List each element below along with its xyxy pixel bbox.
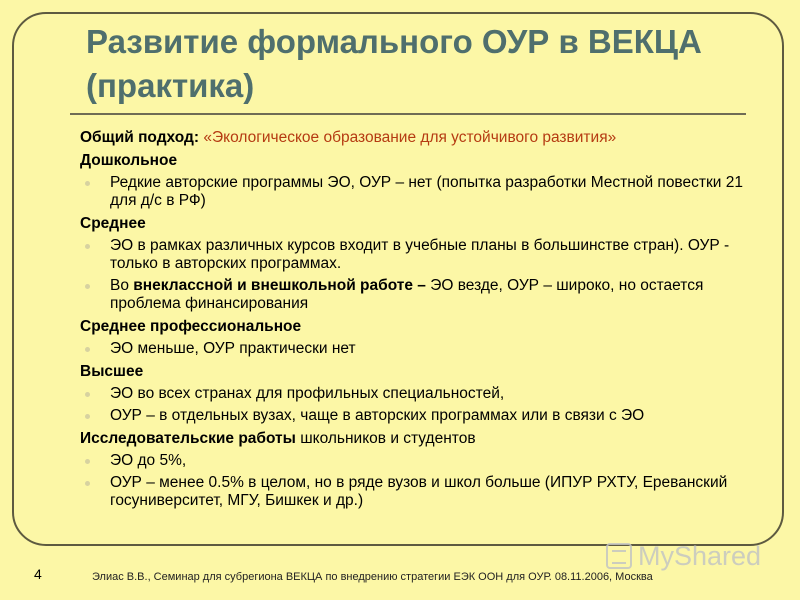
watermark-text: MyShared xyxy=(638,540,762,571)
list-item xyxy=(80,474,760,510)
approach-value: «Экологическое образование для устойчивого развития» xyxy=(203,129,617,146)
list-item-text: ЭО во всех странах для профильных специальностей, xyxy=(110,385,505,402)
research-heading-bold: Исследовательские работы xyxy=(80,430,296,447)
bullet-icon xyxy=(85,481,90,486)
list-item xyxy=(80,452,760,470)
slide-footer: Элиас В.В., Семинар для субрегиона ВЕКЦА по внедрению стратегии ЕЭК ООН для ОУР. 08.11.2006, Москва xyxy=(92,571,653,583)
list-item xyxy=(80,407,760,425)
research-heading-rest: школьников и студентов xyxy=(295,430,476,447)
section-heading-research xyxy=(80,430,760,448)
watermark-logo xyxy=(606,538,761,574)
bullet-icon xyxy=(85,459,90,464)
presentation-icon xyxy=(606,543,632,569)
bullet-icon xyxy=(85,244,90,249)
list-item-text: ЭО в рамках различных курсов входит в учебные планы в большинстве стран). ОУР - только в авторских программах. xyxy=(110,237,730,272)
list-item-text-pre: Во xyxy=(110,277,134,294)
bullet-icon xyxy=(85,347,90,352)
section-heading-vocational: Среднее профессиональное xyxy=(80,318,302,335)
list-item xyxy=(80,340,760,358)
page-number: 4 xyxy=(34,566,42,582)
list-item xyxy=(80,174,760,210)
bullet-icon xyxy=(85,284,90,289)
approach-line xyxy=(80,129,760,147)
section-heading-secondary: Среднее xyxy=(80,215,146,232)
list-item xyxy=(80,237,760,273)
list-item xyxy=(80,277,760,313)
list-item-text-bold: внеклассной и внешкольной работе – xyxy=(133,277,426,294)
list-item xyxy=(80,385,760,403)
section-heading-preschool: Дошкольное xyxy=(80,152,178,169)
title-divider xyxy=(70,113,746,115)
list-item-text: ЭО меньше, ОУР практически нет xyxy=(110,340,356,357)
slide-title: Развитие формального ОУР в ВЕКЦА (практика) xyxy=(86,23,702,104)
bullet-icon xyxy=(85,181,90,186)
approach-label: Общий подход: xyxy=(80,129,200,146)
list-item-text: ОУР – менее 0.5% в целом, но в ряде вузов и школ больше (ИПУР РХТУ, Ереванский госуниверситет, МГУ, Бишкек и др.) xyxy=(110,474,728,509)
list-item-text: ОУР – в отдельных вузах, чаще в авторских программах или в связи с ЭО xyxy=(110,407,645,424)
bullet-icon xyxy=(85,414,90,419)
list-item-text-post: ЭО везде, ОУР – широко, но остается проблема финансирования xyxy=(110,277,704,312)
bullet-icon xyxy=(85,392,90,397)
list-item-text: Редкие авторские программы ЭО, ОУР – нет (попытка разработки Местной повестки 21 для д/с в РФ) xyxy=(110,174,743,209)
slide-content xyxy=(80,129,760,510)
section-heading-higher: Высшее xyxy=(80,363,144,380)
list-item-text: ЭО до 5%, xyxy=(110,452,187,469)
